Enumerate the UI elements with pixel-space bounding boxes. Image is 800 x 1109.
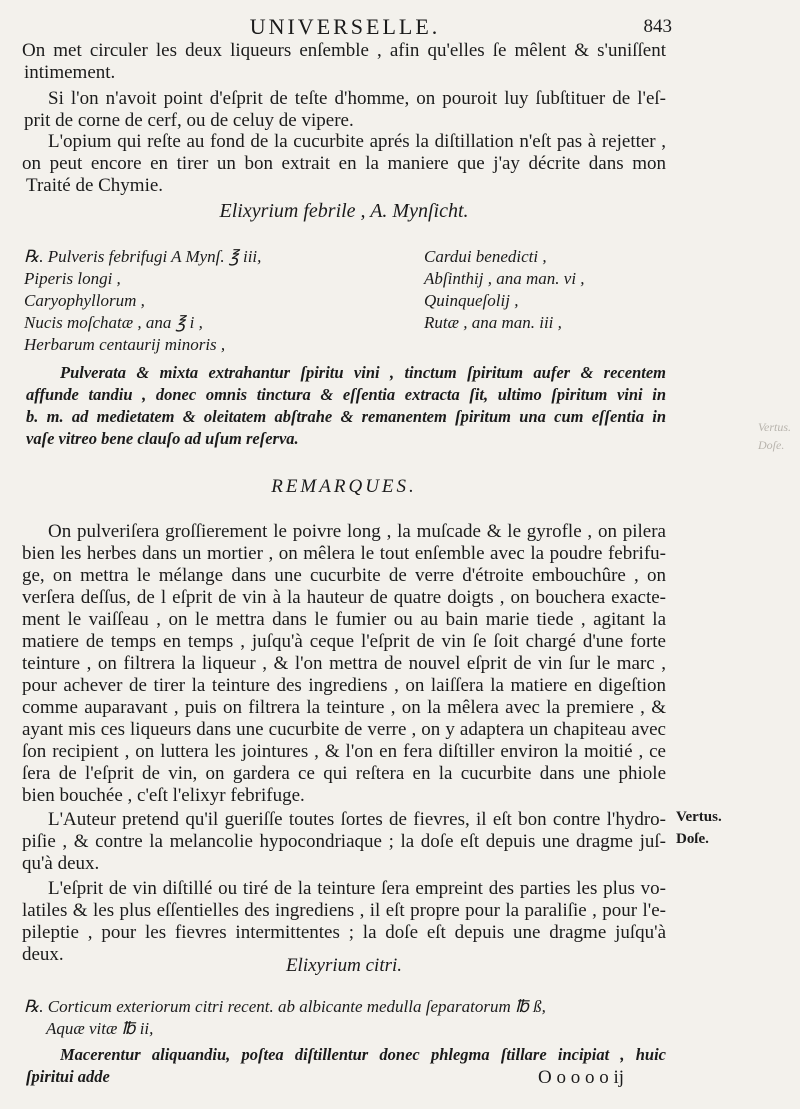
text-line: piſie , & contre la melancolie hypocondriaque ; la doſe eſt depuis une dragme juſ- (22, 831, 666, 852)
recipe-directions: b. m. ad medietatem & oleitatem abſtrahe & remanentem ſpiritum una cum eſſentia in (26, 407, 666, 426)
text-line: qu'à deux. (22, 853, 100, 874)
recipe-directions: Macerentur aliquandiu, poſtea diſtillentur donec phlegma ſtillare incipiat , huic (60, 1045, 666, 1064)
page-number: 843 (643, 16, 672, 37)
text-line: L'opium qui reſte au fond de la cucurbite aprés la diſtillation n'eſt pas à rejetter , (48, 131, 666, 152)
text-line: L'Auteur pretend qu'il gueriſſe toutes ſortes de fievres, il eſt bon contre l'hydro- (48, 809, 666, 830)
text-line: bien bouchée , c'eſt l'elixyr febrifuge. (22, 785, 305, 806)
ingredient-item: Aquæ vitæ ℔ ii, (46, 1019, 154, 1038)
ingredient-item: Herbarum centaurij minoris , (24, 335, 226, 354)
ingredient-item: Cardui benedicti , (424, 247, 547, 266)
ingredient-item: Rutæ , ana man. iii , (424, 313, 562, 332)
text-line: ſon recipient , on luttera les jointures , & l'on en fera diſtiller environ la moitié , ce (22, 741, 666, 762)
text-line: prit de corne de cerf, ou de celuy de vipere. (24, 110, 354, 131)
bleed-through-text: Vertus. (758, 420, 791, 434)
text-line: ment le vaiſſeau , on le mettra dans le fumier ou au bain marie tiede , agitant la (22, 609, 666, 630)
text-line: ſera de l'eſprit de vin, on gardera ce qui reſtera en la cucurbite dans une phiole (22, 763, 666, 784)
signature-mark: O o o o o ij (538, 1067, 625, 1088)
recipe-directions: vaſe vitreo bene clauſo ad uſum reſerva. (26, 429, 299, 448)
text-line: ayant mis ces liqueurs dans une cucurbite de verre , on y adaptera un chapiteau avec (22, 719, 666, 740)
recipe-directions: affunde tandiu , donec omnis tinctura & eſſentia extracta ſit, ultimo ſpiritum vini in (26, 385, 666, 404)
text-line: matiere de temps en temps , juſqu'à ceque l'eſprit de vin ſe ſoit chargé d'une forte (22, 631, 666, 652)
text-line: bien les herbes dans un mortier , on mêlera le tout enſemble avec la poudre febrifu- (22, 543, 666, 564)
ingredient-item: Quinqueſolij , (424, 291, 519, 310)
recipe-directions: ſpiritui adde (26, 1067, 110, 1086)
text-line: Traité de Chymie. (26, 175, 164, 196)
text-line: On pulveriſera groſſierement le poivre long , la muſcade & le gyrofle , on pilera (48, 521, 666, 542)
text-line: teinture , on filtrera la liqueur , & l'on mettra de nouvel eſprit de vin ſur le marc , (22, 653, 666, 674)
text-line: pour achever de tirer la teinture des ingrediens , on laiſſera la matiere en digeſtion (22, 675, 666, 696)
margin-note-vertus: Vertus. (676, 809, 722, 825)
text-line: On met circuler les deux liqueurs enſemble , afin qu'elles ſe mêlent & s'uniſſent (22, 40, 666, 61)
recipe-directions: Pulverata & mixta extrahantur ſpiritu vini , tinctum ſpiritum aufer & recentem (60, 363, 666, 382)
text-line: Si l'on n'avoit point d'eſprit de teſte d'homme, on pouroit luy ſubſtituer de l'eſ- (48, 88, 666, 109)
running-head: UNIVERSELLE. (249, 14, 441, 39)
text-line: L'eſprit de vin diſtillé ou tiré de la teinture ſera empreint des parties les plus vo- (48, 878, 666, 899)
text-line: pileptie , pour les fievres intermittentes ; la doſe eſt depuis une dragme juſqu'à (22, 922, 666, 943)
text-line: deux. (22, 944, 64, 965)
text-line: ge, on mettra le mélange dans une cucurbite de verre d'étroite embouchûre , on (22, 565, 666, 586)
margin-note-dose: Doſe. (676, 831, 709, 847)
ingredient-item: Abſinthij , ana man. vi , (424, 269, 585, 288)
text-line: on peut encore en tirer un bon extrait en la maniere que j'ay décrite dans mon (22, 153, 666, 174)
ingredient-item: ℞. Pulveris febrifugi A Mynſ. ℥ iii, (24, 247, 262, 266)
bleed-through-text: Doſe. (758, 438, 785, 452)
recipe-title: Elixyrium febrile , A. Mynſicht. (219, 200, 469, 222)
recipe-title: Elixyrium citri. (285, 955, 403, 976)
remarks-heading: REMARQUES. (271, 476, 417, 497)
ingredient-item: Caryophyllorum , (24, 291, 145, 310)
text-line: comme auparavant , puis on filtrera la teinture , on la mêlera avec la premiere , & (22, 697, 666, 718)
text-line: verſera deſſus, de l eſprit de vin à la hauteur de quatre doigts , on bouchera exacte- (22, 587, 666, 608)
text-line: latiles & les plus eſſentielles des ingrediens , il eſt propre pour la paraliſie , pour l'e- (22, 900, 666, 921)
ingredient-item: Nucis moſchatæ , ana ℥ i , (24, 313, 203, 332)
ingredient-item: ℞. Corticum exteriorum citri recent. ab albicante medulla ſeparatorum ℔ ß, (24, 997, 546, 1016)
text-line: intimement. (24, 62, 116, 83)
ingredient-item: Piperis longi , (24, 269, 121, 288)
